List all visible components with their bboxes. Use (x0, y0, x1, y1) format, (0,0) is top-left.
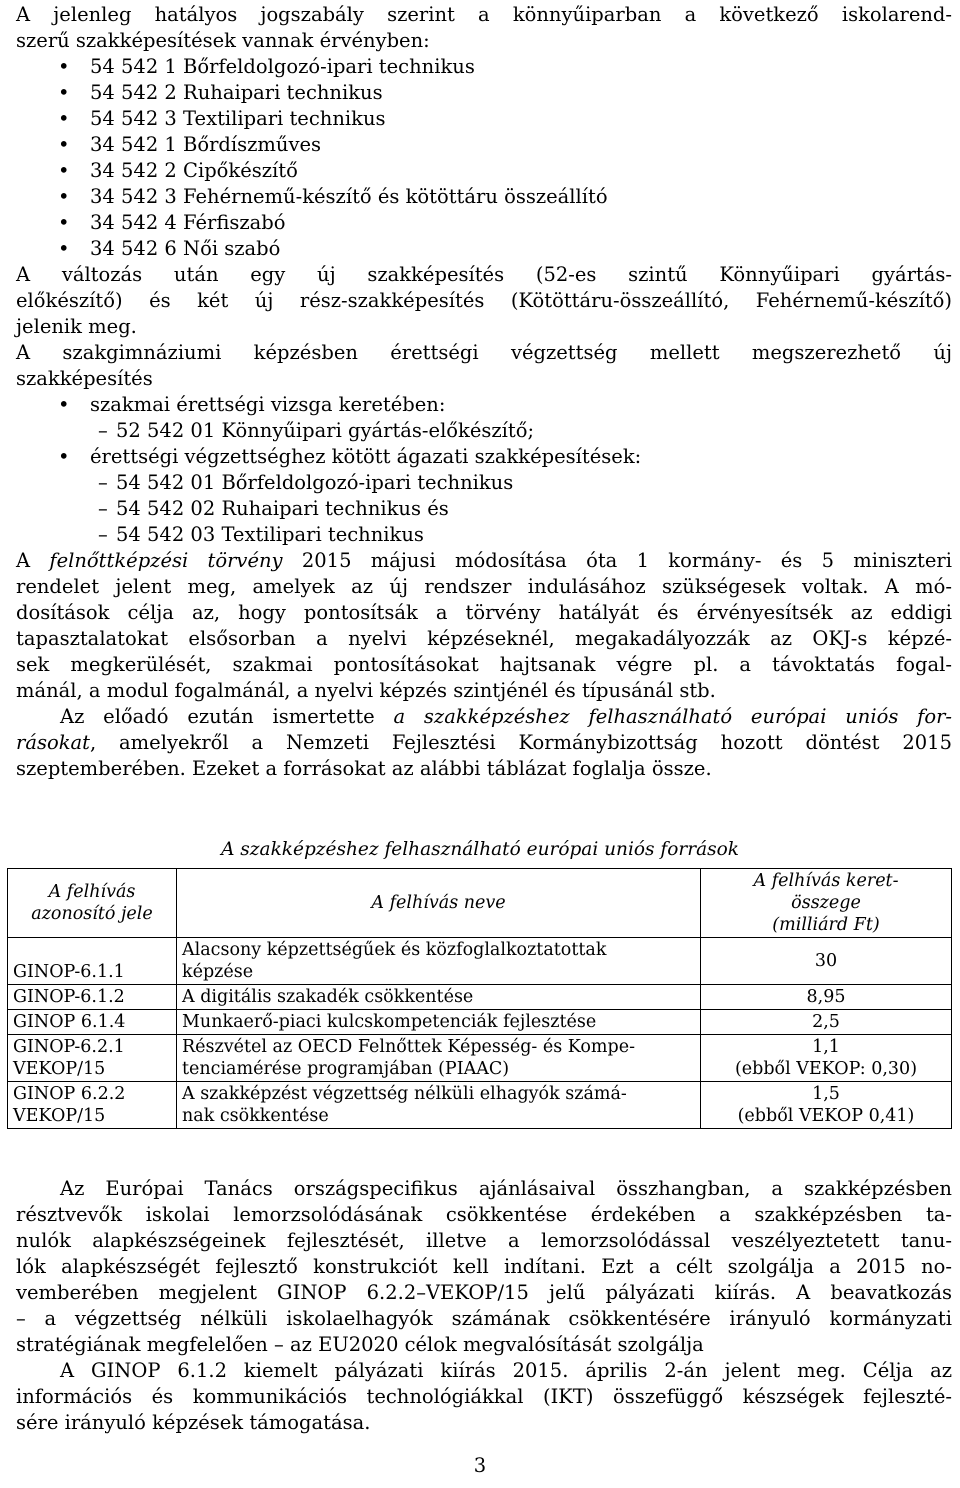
qualification-item: • 54 542 2 Ruhaipari technikus (90, 80, 383, 106)
cell-name (177, 985, 701, 1010)
cell-text: (ebből VEKOP: 0,30) (734, 1059, 918, 1079)
cell-text: A digitális szakadék csökkentése (182, 987, 474, 1007)
cell-text: Részvétel az OECD Felnőttek Képesség- és Kompe- (182, 1037, 636, 1057)
cell-name (177, 1082, 701, 1129)
exam-dash-item: – 52 542 01 Könnyűipari gyártás-előkészítő; (116, 418, 534, 444)
cell-text: VEKOP/15 (13, 1106, 106, 1126)
cell-id (8, 1035, 177, 1082)
sector-dash-item: – 54 542 03 Textilipari technikus (116, 522, 424, 548)
ginop612-line: sére irányuló képzések támogatása. (16, 1411, 371, 1434)
cell-text: 30 (814, 951, 838, 971)
text-run: 2015 májusi módosítása óta 1 kormány- és 5 miniszteri (282, 549, 952, 572)
cell-text: A szakképzést végzettség nélküli elhagyók számá- (182, 1084, 627, 1104)
header-text: A felhívás (48, 882, 136, 902)
table-header-row (8, 869, 952, 938)
text-run: , amelyekről a Nemzeti Fejlesztési Kormánybizottság hozott döntést 2015 (89, 731, 952, 754)
page-number: 3 (473, 1454, 487, 1477)
exam-bullet: • szakmai érettségi vizsga keretében: (90, 392, 445, 418)
ginop612-line: információs és kommunikációs technológiákkal (IKT) összefüggő készségek fejleszté- (16, 1385, 952, 1408)
text-run: A (16, 549, 50, 572)
header-name: A felhívás neve (177, 869, 701, 938)
cell-text: tenciamérése programjában (PIAAC) (182, 1059, 510, 1079)
eu-council-line: nulók alapkészségeinek fejlesztését, illetve a lemorzsolódással veszélyeztetett tanu- (16, 1229, 952, 1252)
header-text: (milliárd Ft) (772, 915, 880, 935)
adult-law-line (16, 548, 952, 574)
cell-amount (701, 1082, 952, 1129)
cell-text: Munkaerő-piaci kulcskompetenciák fejlesztése (182, 1012, 597, 1032)
header-amount (701, 869, 952, 938)
presenter-line (16, 704, 952, 730)
table-row (8, 1035, 952, 1082)
eu-council-line: – a végzettség nélküli iskolaelhagyók számának csökkentésére irányuló kormányzati (16, 1307, 952, 1330)
adult-law-line: mánál, a modul fogalmánál, a nyelvi képzés szintjénél és típusánál stb. (16, 679, 716, 702)
qualification-item: • 34 542 2 Cipőkészítő (90, 158, 298, 184)
cell-id (8, 985, 177, 1010)
sector-dash-item: – 54 542 02 Ruhaipari technikus és (116, 496, 449, 522)
italic-run: rásokat (16, 731, 90, 754)
cell-amount (701, 938, 952, 985)
cell-name (177, 938, 701, 985)
table-row (8, 1082, 952, 1129)
cell-text: 2,5 (812, 1012, 840, 1032)
presenter-line (16, 730, 952, 756)
text-run: Az előadó ezután ismertette (60, 705, 394, 728)
cell-text: GINOP-6.1.1 (13, 962, 125, 982)
cell-text: nak csökkentése (182, 1106, 329, 1126)
header-text: összege (791, 893, 861, 913)
qualification-item: • 34 542 3 Fehérnemű-készítő és kötöttáru összeállító (90, 184, 608, 210)
cell-text: VEKOP/15 (13, 1059, 106, 1079)
cell-amount (701, 1010, 952, 1035)
cell-text: 1,5 (812, 1084, 840, 1104)
qualification-item: • 34 542 4 Férfiszabó (90, 210, 286, 236)
eu-funds-table (7, 868, 952, 1129)
table-row (8, 985, 952, 1010)
qualification-item: • 34 542 1 Bőrdíszműves (90, 132, 321, 158)
sector-dash-item: – 54 542 01 Bőrfeldolgozó-ipari technikus (116, 470, 513, 496)
adult-law-line: dosítások célja az, hogy pontosítsák a törvény hatályát és érvényesítsék az eddigi (16, 601, 952, 624)
cell-text: 8,95 (806, 987, 846, 1007)
adult-law-line: tapasztalatokat elsősorban a nyelvi képzéseknél, megakadályozzák az OKJ-s képzé- (16, 627, 952, 650)
cell-name (177, 1010, 701, 1035)
cell-id (8, 1082, 177, 1129)
cell-id (8, 938, 177, 985)
eu-council-line: vemberében megjelent GINOP 6.2.2–VEKOP/15 jelű pályázati kiírás. A beavatkozás (16, 1281, 952, 1304)
cell-id (8, 1010, 177, 1035)
eu-council-line: stratégiának megfelelően – az EU2020 célok megvalósítását szolgálja (16, 1333, 704, 1356)
qualification-item: • 34 542 6 Női szabó (90, 236, 280, 262)
qualification-item: • 54 542 1 Bőrfeldolgozó-ipari technikus (90, 54, 475, 80)
qualification-item: • 54 542 3 Textilipari technikus (90, 106, 386, 132)
cell-text: GINOP 6.1.4 (13, 1012, 126, 1032)
cell-text: képzése (182, 962, 254, 982)
cell-text: GINOP 6.2.2 (13, 1084, 126, 1104)
header-text: azonosító jele (31, 904, 153, 924)
cell-name (177, 1035, 701, 1082)
eu-council-line: lók alapkészségét fejlesztő konstrukciót kell indítani. Ezt a célt szolgálja a 2015 no- (16, 1255, 952, 1278)
cell-amount (701, 985, 952, 1010)
law-name-italic: felnőttképzési törvény (49, 549, 283, 572)
header-text: A felhívás keret- (753, 871, 899, 891)
cell-text: (ebből VEKOP 0,41) (737, 1106, 915, 1126)
cell-text: GINOP-6.2.1 (13, 1037, 125, 1057)
presenter-line: szeptemberében. Ezeket a forrásokat az alábbi táblázat foglalja össze. (16, 757, 712, 780)
cell-text: GINOP-6.1.2 (13, 987, 125, 1007)
change-paragraph-line: jelenik meg. (16, 315, 137, 338)
cell-text: Alacsony képzettségűek és közfoglalkoztatottak (182, 940, 607, 960)
gymnasium-paragraph-line: szakképesítés (16, 367, 153, 390)
eu-council-line: résztvevők iskolai lemorzsolódásának csökkentése érdekében a szakképzésben ta- (16, 1203, 952, 1226)
cell-amount (701, 1035, 952, 1082)
intro-line-1: A jelenleg hatályos jogszabály szerint a könnyűiparban a következő iskolarend- (16, 3, 952, 26)
cell-text: 1,1 (812, 1037, 840, 1057)
intro-line-2: szerű szakképesítések vannak érvényben: (16, 29, 430, 52)
eu-council-line: Az Európai Tanács országspecifikus ajánlásaival összhangban, a szakképzésben (60, 1177, 952, 1200)
gymnasium-paragraph-line: A szakgimnáziumi képzésben érettségi végzettség mellett megszerezhető új (16, 341, 952, 364)
table-caption: A szakképzéshez felhasználható európai uniós források (221, 839, 739, 860)
change-paragraph-line: előkészítő) és két új rész-szakképesítés (Kötöttáru-összeállító, Fehérnemű-készítő) (16, 289, 952, 312)
italic-run: a szakképzéshez felhasználható európai uniós for- (393, 705, 952, 728)
table-row (8, 1010, 952, 1035)
adult-law-line: sek megkerülését, szakmai pontosításokat hajtsanak végre pl. a távoktatás fogal- (16, 653, 952, 676)
change-paragraph-line: A változás után egy új szakképesítés (52-es szintű Könnyűipari gyártás- (16, 263, 952, 286)
sector-bullet: • érettségi végzettséghez kötött ágazati szakképesítések: (90, 444, 641, 470)
header-id (8, 869, 177, 938)
ginop612-line: A GINOP 6.1.2 kiemelt pályázati kiírás 2015. április 2-án jelent meg. Célja az (60, 1359, 952, 1382)
table-row (8, 938, 952, 985)
adult-law-line: rendelet jelent meg, amelyek az új rendszer indulásához szükségesek voltak. A mó- (16, 575, 952, 598)
